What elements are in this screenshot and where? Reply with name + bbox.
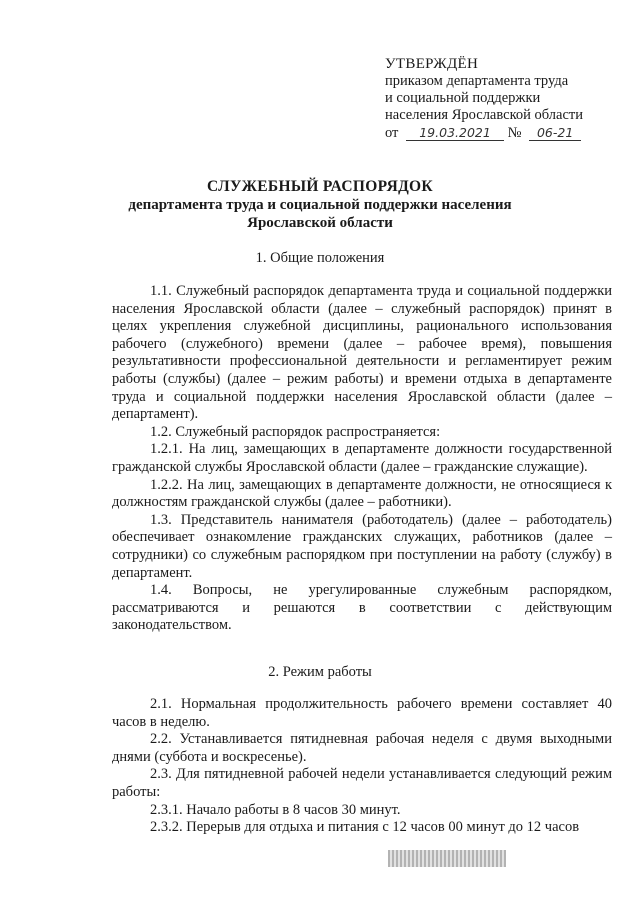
paragraph-2-3-1: 2.3.1. Начало работы в 8 часов 30 минут. [150,801,401,818]
paragraph-2-1: 2.1. Нормальная продолжительность рабочего времени составляет 40 часов в неделю. [112,696,612,730]
paragraph-2-3: 2.3. Для пятидневной рабочей недели устанавливается следующий режим работы: [112,766,612,800]
paragraph-1-2-1: 1.2.1. На лиц, замещающих в департаменте должности государственной гражданской службы Ярославской области (далее – гражданские служащие). [112,441,612,475]
paragraph-1-2-2: 1.2.2. На лиц, замещающих в департаменте должности, не относящиеся к должностям гражданской службы (далее – работники). [112,476,612,511]
approval-number: 06-21 [529,126,581,141]
approval-from-label: от [385,125,399,141]
paragraph-2-3-2: 2.3.2. Перерыв для отдыха и питания с 12 часов 00 минут до 12 часов [150,819,580,836]
approval-line-1: приказом департамента труда [385,73,569,89]
approval-title: УТВЕРЖДЁН [385,56,479,72]
document-title-line-2: департамента труда и социальной поддержки населения [128,197,512,213]
scan-stamp-mark [388,850,506,867]
approval-block [385,56,620,142]
section-2-body [112,696,612,837]
section-1-body [112,283,612,635]
document-title [100,178,540,232]
approval-date: 19.03.2021 [406,126,504,141]
paragraph-1-2: 1.2. Служебный распорядок распространяется: [150,423,441,440]
approval-line-3: населения Ярославской области [385,107,583,123]
document-title-main: СЛУЖЕБНЫЙ РАСПОРЯДОК [207,178,433,195]
section-2-heading: 2. Режим работы [268,664,372,680]
approval-number-label: № [507,125,522,141]
paragraph-1-1: 1.1. Служебный распорядок департамента труда и социальной поддержки населения Ярославской области (далее – служебный распорядок) принят в целях укрепления служебной дисциплины, рационального использования рабочего (служебного) времени (далее – рабочее время), повышения результативности профессиональной деятельности и регламентирует режим работы (службы) (далее – режим работы) и времени отдыха в департаменте труда и социальной поддержки населения Ярославской области (далее – департамент). [112,283,612,423]
paragraph-1-3: 1.3. Представитель нанимателя (работодатель) (далее – работодатель) обеспечивает ознакомление гражданских служащих, работников (далее – сотрудники) со служебным распорядком при поступлении на работу (службу) в департамент. [112,511,612,581]
paragraph-2-2: 2.2. Устанавливается пятидневная рабочая неделя с двумя выходными днями (суббота и воскресенье). [112,731,612,765]
approval-date-line [385,125,620,142]
approval-line-2: и социальной поддержки [385,90,541,106]
paragraph-1-4: 1.4. Вопросы, не урегулированные служебным распорядком, рассматриваются и решаются в соответствии с действующим законодательством. [112,582,612,634]
document-title-line-3: Ярославской области [247,215,393,231]
section-1-heading: 1. Общие положения [255,250,385,266]
